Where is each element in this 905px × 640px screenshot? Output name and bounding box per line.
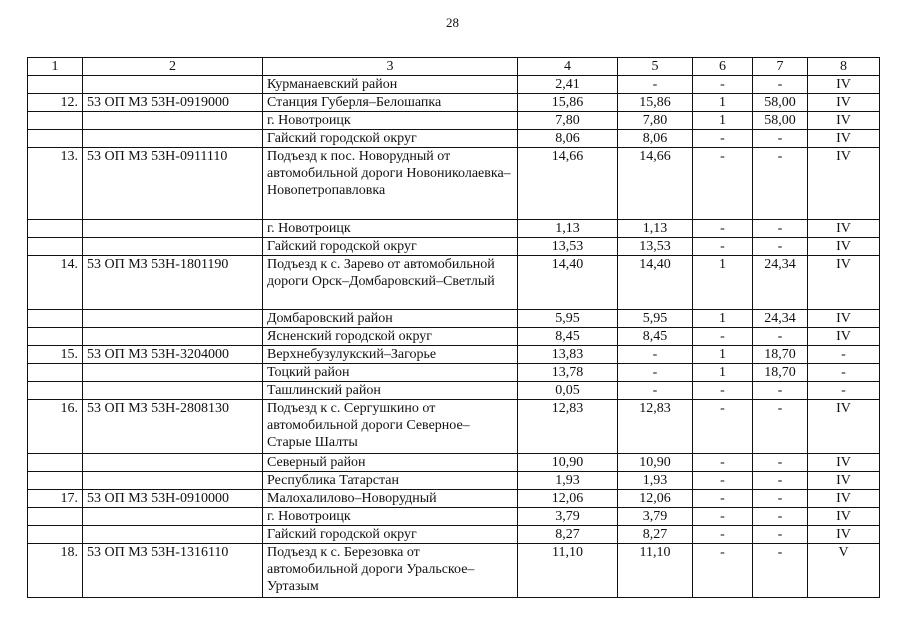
cell-bridge-length: - xyxy=(753,508,808,526)
cell-bridge-length: 58,00 xyxy=(753,112,808,130)
cell-paved-length: 8,06 xyxy=(618,130,693,148)
cell-number xyxy=(28,472,83,490)
cell-road-name: Гайский городской округ xyxy=(263,130,518,148)
cell-bridge-length: - xyxy=(753,490,808,508)
cell-road-name: Республика Татарстан xyxy=(263,472,518,490)
cell-road-code: 53 ОП МЗ 53Н-1316110 xyxy=(83,544,263,598)
cell-category: IV xyxy=(808,256,880,310)
cell-paved-length: 7,80 xyxy=(618,112,693,130)
cell-number xyxy=(28,382,83,400)
cell-road-code: 53 ОП МЗ 53Н-0911110 xyxy=(83,148,263,220)
cell-road-name: Ташлинский район xyxy=(263,382,518,400)
table-row xyxy=(28,472,880,490)
cell-category: - xyxy=(808,364,880,382)
table-row xyxy=(28,328,880,346)
cell-number xyxy=(28,454,83,472)
cell-number: 17. xyxy=(28,490,83,508)
cell-number xyxy=(28,130,83,148)
cell-road-code xyxy=(83,130,263,148)
cell-road-name: г. Новотроицк xyxy=(263,112,518,130)
cell-bridge-count: - xyxy=(693,130,753,148)
table-row xyxy=(28,76,880,94)
cell-paved-length: 11,10 xyxy=(618,544,693,598)
cell-bridge-count: - xyxy=(693,472,753,490)
table-row xyxy=(28,544,880,598)
cell-paved-length: 8,45 xyxy=(618,328,693,346)
cell-bridge-length: - xyxy=(753,148,808,220)
cell-number: 13. xyxy=(28,148,83,220)
cell-category: V xyxy=(808,544,880,598)
cell-bridge-length: - xyxy=(753,400,808,454)
cell-road-code xyxy=(83,328,263,346)
cell-road-code: 53 ОП МЗ 53Н-2808130 xyxy=(83,400,263,454)
cell-road-name: Подъезд к с. Сергушкино от автомобильной дороги Северное–Старые Шалты xyxy=(263,400,518,454)
cell-road-name: Малохалилово–Новорудный xyxy=(263,490,518,508)
table-body xyxy=(28,76,880,598)
table-row xyxy=(28,382,880,400)
cell-bridge-length: - xyxy=(753,454,808,472)
cell-number xyxy=(28,328,83,346)
cell-road-name: Верхнебузулукский–Загорье xyxy=(263,346,518,364)
cell-road-code xyxy=(83,310,263,328)
cell-category: - xyxy=(808,346,880,364)
cell-road-code xyxy=(83,526,263,544)
cell-paved-length: 5,95 xyxy=(618,310,693,328)
table-row xyxy=(28,238,880,256)
cell-bridge-count: 1 xyxy=(693,310,753,328)
cell-number xyxy=(28,526,83,544)
cell-category: IV xyxy=(808,508,880,526)
table-row xyxy=(28,508,880,526)
cell-total-length: 0,05 xyxy=(518,382,618,400)
cell-category: IV xyxy=(808,112,880,130)
cell-bridge-length: - xyxy=(753,238,808,256)
cell-bridge-length: - xyxy=(753,130,808,148)
cell-paved-length: - xyxy=(618,364,693,382)
cell-bridge-count: - xyxy=(693,148,753,220)
table-row xyxy=(28,94,880,112)
cell-total-length: 10,90 xyxy=(518,454,618,472)
cell-paved-length: 13,53 xyxy=(618,238,693,256)
cell-road-name: Подъезд к с. Березовка от автомобильной дороги Уральское–Уртазым xyxy=(263,544,518,598)
cell-total-length: 11,10 xyxy=(518,544,618,598)
cell-road-code xyxy=(83,238,263,256)
cell-bridge-count: 1 xyxy=(693,346,753,364)
cell-road-name: Домбаровский район xyxy=(263,310,518,328)
cell-total-length: 12,83 xyxy=(518,400,618,454)
col-header-4: 4 xyxy=(518,58,618,76)
table-row xyxy=(28,454,880,472)
cell-number: 16. xyxy=(28,400,83,454)
col-header-6: 6 xyxy=(693,58,753,76)
cell-category: IV xyxy=(808,472,880,490)
cell-paved-length: - xyxy=(618,76,693,94)
cell-road-code xyxy=(83,472,263,490)
table-row xyxy=(28,112,880,130)
cell-paved-length: 1,13 xyxy=(618,220,693,238)
cell-category: IV xyxy=(808,220,880,238)
cell-bridge-length: - xyxy=(753,472,808,490)
cell-bridge-length: - xyxy=(753,526,808,544)
cell-total-length: 8,27 xyxy=(518,526,618,544)
cell-road-code xyxy=(83,382,263,400)
cell-bridge-count: - xyxy=(693,382,753,400)
cell-bridge-count: 1 xyxy=(693,94,753,112)
cell-paved-length: 3,79 xyxy=(618,508,693,526)
cell-bridge-length: - xyxy=(753,76,808,94)
cell-number xyxy=(28,238,83,256)
col-header-8: 8 xyxy=(808,58,880,76)
cell-bridge-count: - xyxy=(693,544,753,598)
cell-paved-length: 12,83 xyxy=(618,400,693,454)
cell-bridge-count: 1 xyxy=(693,364,753,382)
cell-bridge-length: - xyxy=(753,544,808,598)
cell-number xyxy=(28,364,83,382)
cell-bridge-length: - xyxy=(753,382,808,400)
cell-number: 18. xyxy=(28,544,83,598)
col-header-1: 1 xyxy=(28,58,83,76)
cell-total-length: 14,40 xyxy=(518,256,618,310)
cell-total-length: 2,41 xyxy=(518,76,618,94)
cell-paved-length: 1,93 xyxy=(618,472,693,490)
cell-bridge-length: - xyxy=(753,328,808,346)
cell-paved-length: 12,06 xyxy=(618,490,693,508)
cell-category: IV xyxy=(808,310,880,328)
cell-paved-length: 10,90 xyxy=(618,454,693,472)
cell-total-length: 13,53 xyxy=(518,238,618,256)
cell-road-code xyxy=(83,76,263,94)
table-row xyxy=(28,346,880,364)
cell-total-length: 7,80 xyxy=(518,112,618,130)
cell-paved-length: 8,27 xyxy=(618,526,693,544)
table-row xyxy=(28,310,880,328)
col-header-2: 2 xyxy=(83,58,263,76)
cell-bridge-length: 18,70 xyxy=(753,346,808,364)
cell-bridge-length: 24,34 xyxy=(753,310,808,328)
cell-paved-length: 15,86 xyxy=(618,94,693,112)
cell-road-code xyxy=(83,508,263,526)
cell-road-code: 53 ОП МЗ 53Н-1801190 xyxy=(83,256,263,310)
cell-road-name: Курманаевский район xyxy=(263,76,518,94)
cell-road-code xyxy=(83,364,263,382)
cell-road-name: г. Новотроицк xyxy=(263,220,518,238)
cell-number: 15. xyxy=(28,346,83,364)
cell-road-code: 53 ОП МЗ 53Н-3204000 xyxy=(83,346,263,364)
cell-total-length: 8,06 xyxy=(518,130,618,148)
table-row xyxy=(28,526,880,544)
cell-total-length: 3,79 xyxy=(518,508,618,526)
cell-road-name: Подъезд к с. Зарево от автомобильной дороги Орск–Домбаровский–Светлый xyxy=(263,256,518,310)
cell-total-length: 1,13 xyxy=(518,220,618,238)
cell-bridge-count: - xyxy=(693,400,753,454)
table-header-row xyxy=(28,58,880,76)
road-register-table xyxy=(27,57,880,598)
table-row xyxy=(28,490,880,508)
cell-road-code: 53 ОП МЗ 53Н-0919000 xyxy=(83,94,263,112)
page-number: 28 xyxy=(446,15,459,30)
table-row xyxy=(28,364,880,382)
cell-category: IV xyxy=(808,76,880,94)
cell-road-name: Гайский городской округ xyxy=(263,238,518,256)
cell-bridge-count: - xyxy=(693,526,753,544)
cell-bridge-length: 18,70 xyxy=(753,364,808,382)
table-row xyxy=(28,130,880,148)
cell-bridge-count: - xyxy=(693,220,753,238)
cell-bridge-count: 1 xyxy=(693,112,753,130)
cell-total-length: 14,66 xyxy=(518,148,618,220)
cell-bridge-count: - xyxy=(693,490,753,508)
cell-category: IV xyxy=(808,454,880,472)
cell-category: IV xyxy=(808,94,880,112)
cell-bridge-length: - xyxy=(753,220,808,238)
cell-road-name: Станция Губерля–Белошапка xyxy=(263,94,518,112)
cell-road-name: Ясненский городской округ xyxy=(263,328,518,346)
cell-category: IV xyxy=(808,400,880,454)
cell-total-length: 12,06 xyxy=(518,490,618,508)
cell-category: IV xyxy=(808,526,880,544)
table-row xyxy=(28,220,880,238)
cell-road-code: 53 ОП МЗ 53Н-0910000 xyxy=(83,490,263,508)
cell-bridge-length: 24,34 xyxy=(753,256,808,310)
col-header-7: 7 xyxy=(753,58,808,76)
cell-bridge-count: - xyxy=(693,238,753,256)
cell-road-code xyxy=(83,454,263,472)
cell-total-length: 13,83 xyxy=(518,346,618,364)
cell-paved-length: - xyxy=(618,346,693,364)
cell-category: IV xyxy=(808,328,880,346)
cell-number xyxy=(28,220,83,238)
cell-road-name: Тоцкий район xyxy=(263,364,518,382)
cell-paved-length: 14,66 xyxy=(618,148,693,220)
cell-number xyxy=(28,76,83,94)
cell-road-code xyxy=(83,220,263,238)
cell-number: 14. xyxy=(28,256,83,310)
col-header-3: 3 xyxy=(263,58,518,76)
table-row xyxy=(28,256,880,310)
cell-road-name: г. Новотроицк xyxy=(263,508,518,526)
cell-bridge-count: - xyxy=(693,328,753,346)
cell-total-length: 8,45 xyxy=(518,328,618,346)
cell-category: IV xyxy=(808,148,880,220)
cell-road-name: Гайский городской округ xyxy=(263,526,518,544)
cell-number: 12. xyxy=(28,94,83,112)
col-header-5: 5 xyxy=(618,58,693,76)
cell-bridge-count: - xyxy=(693,508,753,526)
cell-bridge-length: 58,00 xyxy=(753,94,808,112)
cell-bridge-count: - xyxy=(693,454,753,472)
cell-category: - xyxy=(808,382,880,400)
cell-road-code xyxy=(83,112,263,130)
cell-bridge-count: 1 xyxy=(693,256,753,310)
cell-total-length: 15,86 xyxy=(518,94,618,112)
cell-category: IV xyxy=(808,490,880,508)
table-row xyxy=(28,400,880,454)
cell-number xyxy=(28,112,83,130)
cell-total-length: 1,93 xyxy=(518,472,618,490)
cell-category: IV xyxy=(808,130,880,148)
cell-road-name: Подъезд к пос. Новорудный от автомобильной дороги Новониколаевка–Новопетропавловка xyxy=(263,148,518,220)
cell-total-length: 13,78 xyxy=(518,364,618,382)
table-row xyxy=(28,148,880,220)
cell-number xyxy=(28,508,83,526)
cell-number xyxy=(28,310,83,328)
cell-total-length: 5,95 xyxy=(518,310,618,328)
cell-road-name: Северный район xyxy=(263,454,518,472)
cell-paved-length: 14,40 xyxy=(618,256,693,310)
cell-bridge-count: - xyxy=(693,76,753,94)
cell-category: IV xyxy=(808,238,880,256)
cell-paved-length: - xyxy=(618,382,693,400)
